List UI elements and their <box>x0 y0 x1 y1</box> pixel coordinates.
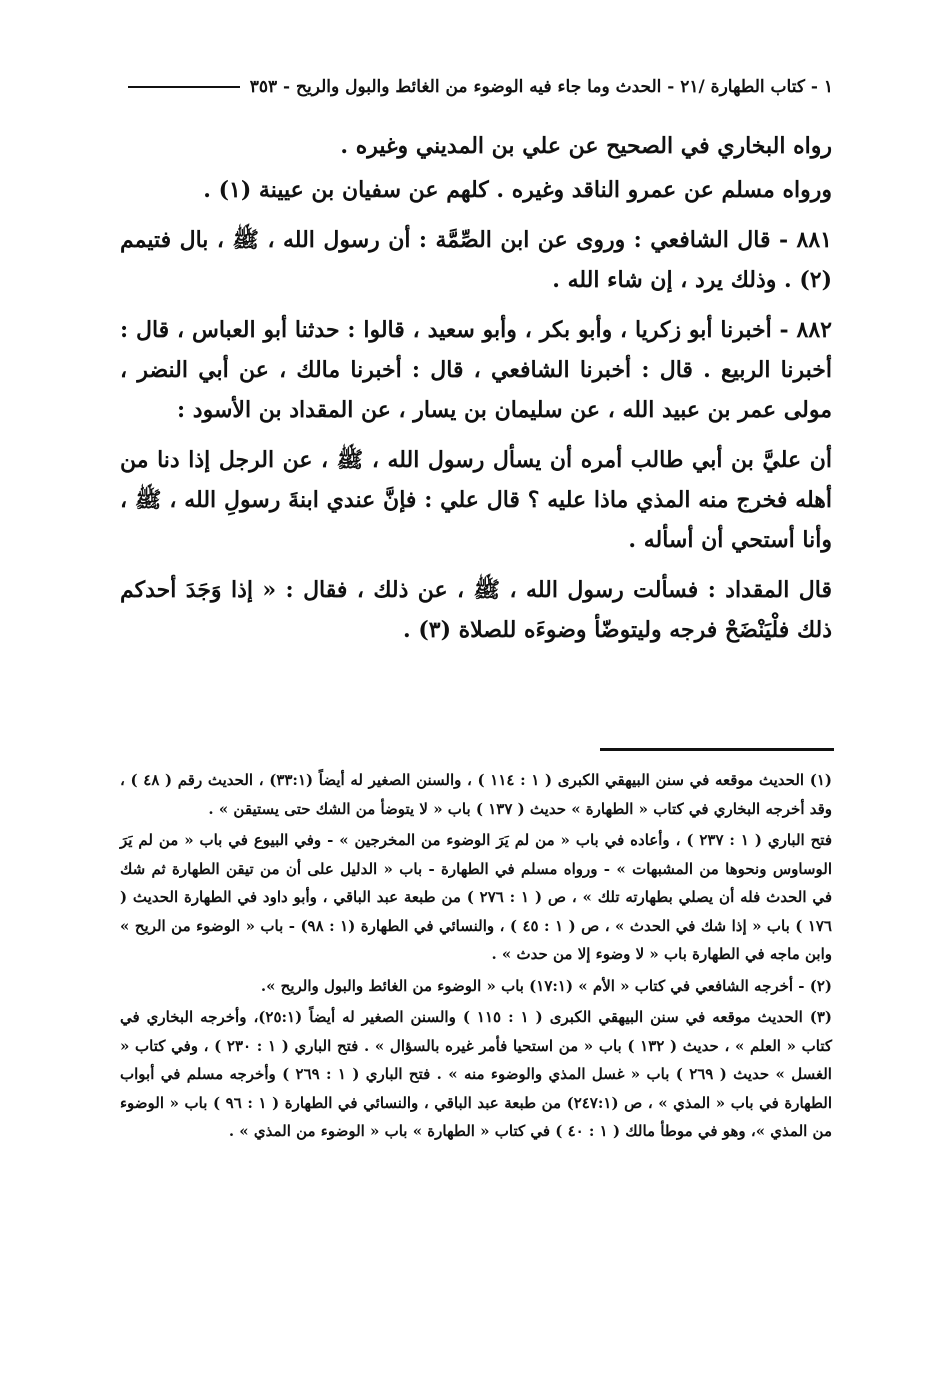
paragraph-hadith-882: ٨٨٢ - أخبرنا أبو زكريا ، وأبو بكر ، وأبو سعيد ، قالوا : حدثنا أبو العباس ، قال : أخبرنا الربيع . قال : أخبرنا الشافعي ، قال : أخبرنا مالك ، عن أبي النضر ، مولى عمر بن عبيد الله ، عن سليمان بن يسار ، عن المقداد بن الأسود : <box>120 317 832 423</box>
running-header <box>118 70 833 104</box>
paragraph-hadith-881: ٨٨١ - قال الشافعي : وروى عن ابن الصِّمَّة : أن رسول الله ، ﷺ ، بال فتيمم (٢) . وذلك يرد ، إن شاء الله . <box>120 227 832 293</box>
footnote-3: (٣) الحديث موقعه في سنن البيهقي الكبرى ( ١ : ١١٥ ) والسنن الصغير له أيضاً (٢٥:١)، وأخرجه البخاري في كتاب « العلم » ، حديث ( ١٣٢ ) باب « من استحيا فأمر غيره بالسؤال » . فتح الباري ( ١ : ٢٣٠ ) ، وفي كتاب « الغسل » حديث ( ٢٦٩ ) باب « غسل المذي والوضوء منه » . فتح الباري ( ١ : ٢٦٩ ) وأخرجه مسلم في أبواب الطهارة في باب « المذي » ، ص (٢٤٧:١) من طبعة عبد الباقي ، والنسائي في الطهارة ( ١ : ٩٦ ) باب « الوضوء من المذي »، وهو في موطأ مالك ( ١ : ٤٠ ) في كتاب « الطهارة » باب « الوضوء من المذي » . <box>120 1008 833 1140</box>
footnote-1-continued: فتح الباري ( ١ : ٢٣٧ ) ، وأعاده في باب « من لم يَرَ الوضوء من المخرجين » - وفي البيوع في باب « من لم يَرَ الوساوس ونحوها من المشبهات » - ورواه مسلم في الطهارة - باب « الدليل على أن من تيقن الطهارة ثم شك في الحدث فله أن يصلي بطهارته تلك » ، ص ( ١ : ٢٧٦ ) من طبعة عبد الباقي ، وأبو داود في الطهارة الحديث ( ١٧٦ ) باب « إذا شك في الحدث » ، ص ( ١ : ٤٥ ) ، والنسائي في الطهارة (١ : ٩٨) - باب « الوضوء من الريح » وابن ماجه في الطهارة باب « لا وضوء إلا من حدث » . <box>120 831 832 963</box>
footnotes <box>120 766 832 1149</box>
footnote-2: (٢) - أخرجه الشافعي في كتاب « الأم » (١٧:١) باب « الوضوء من الغائط والبول والريح ». <box>260 976 832 995</box>
header-title: ١ - كتاب الطهارة /٢١ - الحدث وما جاء فيه الوضوء من الغائط والبول والريح - ٣٥٣ <box>249 77 833 97</box>
header-rule <box>128 86 240 88</box>
footnote-divider <box>600 748 834 751</box>
paragraph-bukhari: رواه البخاري في الصحيح عن علي بن المديني وغيره . <box>340 133 832 159</box>
footnote-1: (١) الحديث موقعه في سنن البيهقي الكبرى ( ١ : ١١٤ ) ، والسنن الصغير له أيضاً (٣٣:١) ، الحديث رقم ( ٤٨ ) ، وقد أخرجه البخاري في كتاب « الطهارة » حديث ( ١٣٧ ) باب « لا يتوضأ من الشك حتى يستيقن » . <box>120 771 832 818</box>
main-text <box>120 126 832 660</box>
paragraph-miqdad: قال المقداد : فسألت رسول الله ، ﷺ ، عن ذلك ، فقال : « إذا وَجَدَ أحدكم ذلك فلْيَنْضَحْ فرجه وليتوضّأ وضوءَه للصلاة (٣) . <box>120 577 832 643</box>
paragraph-ali: أن عليَّ بن أبي طالب أمره أن يسأل رسول الله ، ﷺ ، عن الرجل إذا دنا من أهله فخرج منه المذي ماذا عليه ؟ قال علي : فإنَّ عندي ابنةَ رسولِ الله ، ﷺ ، وأنا أستحي أن أسأله . <box>120 447 832 553</box>
paragraph-muslim: ورواه مسلم عن عمرو الناقد وغيره . كلهم عن سفيان بن عيينة (١) . <box>203 177 832 203</box>
